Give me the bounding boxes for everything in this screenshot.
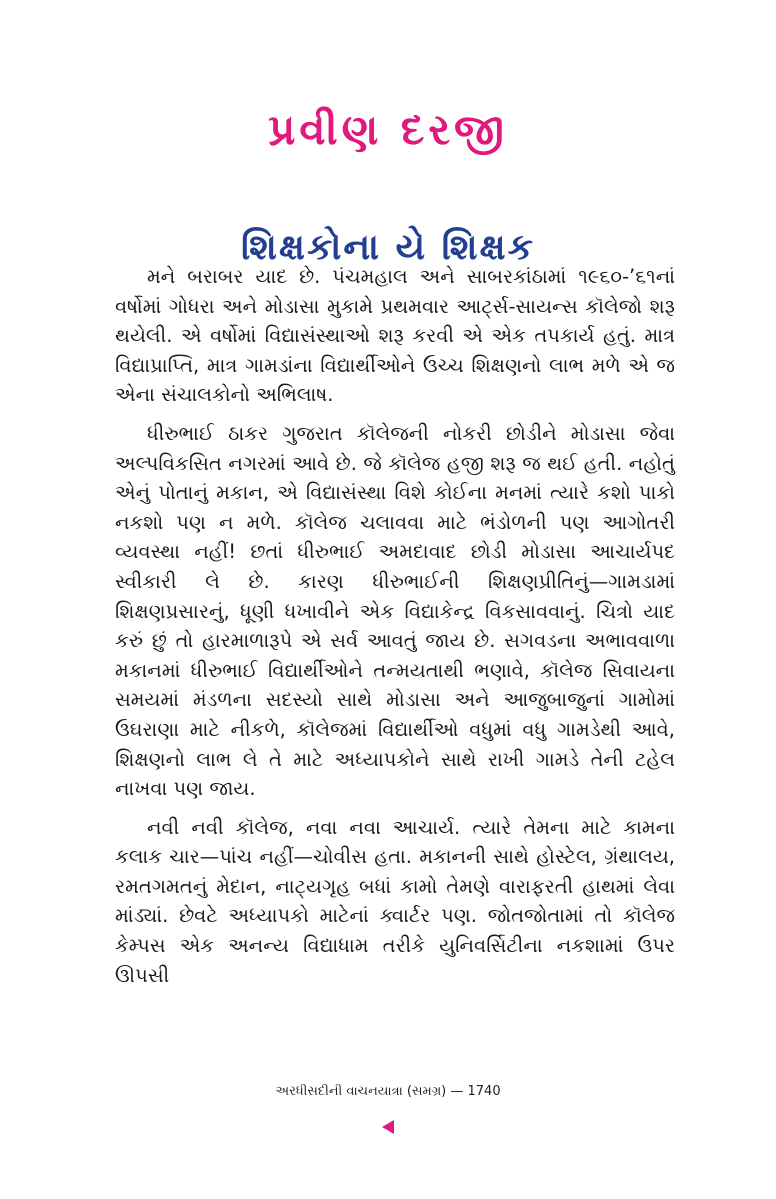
article-body bbox=[115, 262, 675, 999]
previous-page-arrow-icon[interactable] bbox=[382, 1120, 394, 1134]
page-title: શિક્ષકોના યે શિક્ષક bbox=[240, 227, 536, 268]
author-name: પ્રવીણ દરજી bbox=[268, 105, 508, 154]
page-footer: અરધીસદીની વાચનયાત્રા (સમગ્ર) — 1740 bbox=[275, 1084, 501, 1099]
paragraph-2: ધીરુભાઈ ઠાકર ગુજરાત કૉલેજની નોકરી છોડીને મોડાસા જેવા અલ્પવિકસિત નગરમાં આવે છે. જે કૉલેજ હજી શરૂ જ થઈ હતી. નહોતું એનું પોતાનું મકાન, એ વિદ્યાસંસ્થા વિશે કોઈના મનમાં ત્યારે કશો પાકો નકશો પણ ન મળે. કૉલેજ ચલાવવા માટે ભંડોળની પણ આગોતરી વ્યવસ્થા નહીં! છતાં ધીરુભાઈ અમદાવાદ છોડી મોડાસા આચાર્યપદ સ્વીકારી લે છે. કારણ ધીરુભાઈની શિક્ષણપ્રીતિનું—ગામડામાં શિક્ષણપ્રસારનું, ધૂણી ધખાવીને એક વિદ્યાકેન્દ્ર વિકસાવવાનું. ચિત્રો યાદ કરું છું તો હારમાળારૂપે એ સર્વ આવતું જાય છે. સગવડના અભાવવાળા મકાનમાં ધીરુભાઈ વિદ્યાર્થીઓને તન્મયતાથી ભણાવે, કૉલેજ સિવાયના સમયમાં મંડળના સદસ્યો સાથે મોડાસા અને આજુબાજુનાં ગામોમાં ઉઘરાણા માટે નીકળે, કૉલેજમાં વિદ્યાર્થીઓ વધુમાં વધુ ગામડેથી આવે, શિક્ષણનો લાભ લે તે માટે અધ્યાપકોને સાથે રાખી ગામડે તેની ટહેલ નાખવા પણ જાય. bbox=[115, 421, 675, 801]
paragraph-3: નવી નવી કૉલેજ, નવા નવા આચાર્ય. ત્યારે તેમના માટે કામના કલાક ચાર—પાંચ નહીં—ચોવીસ હતા. મકાનની સાથે હોસ્ટેલ, ગ્રંથાલય, રમતગમતનું મેદાન, નાટ્યગૃહ બધાં કામો તેમણે વારાફરતી હાથમાં લેવા માંડ્યાં. છેવટે અધ્યાપકો માટેનાં ક્વાર્ટર પણ. જોતજોતામાં તો કૉલેજ કેમ્પસ એક અનન્ય વિદ્યાધામ તરીકે યુનિવર્સિટીના નકશામાં ઉપર ઊપસી bbox=[115, 815, 675, 987]
paragraph-1: મને બરાબર યાદ છે. પંચમહાલ અને સાબરકાંઠામાં ૧૯૬૦-’૬૧નાં વર્ષોમાં ગોધરા અને મોડાસા મુકામે પ્રથમવાર આર્ટ્સ-સાયન્સ કૉલેજો શરૂ થયેલી. એ વર્ષોમાં વિદ્યાસંસ્થાઓ શરૂ કરવી એ એક તપકાર્ય હતું. માત્ર વિદ્યાપ્રાપ્તિ, માત્ર ગામડાંના વિદ્યાર્થીઓને ઉચ્ચ શિક્ષણનો લાભ મળે એ જ એના સંચાલકોનો અભિલાષ. bbox=[115, 265, 675, 407]
